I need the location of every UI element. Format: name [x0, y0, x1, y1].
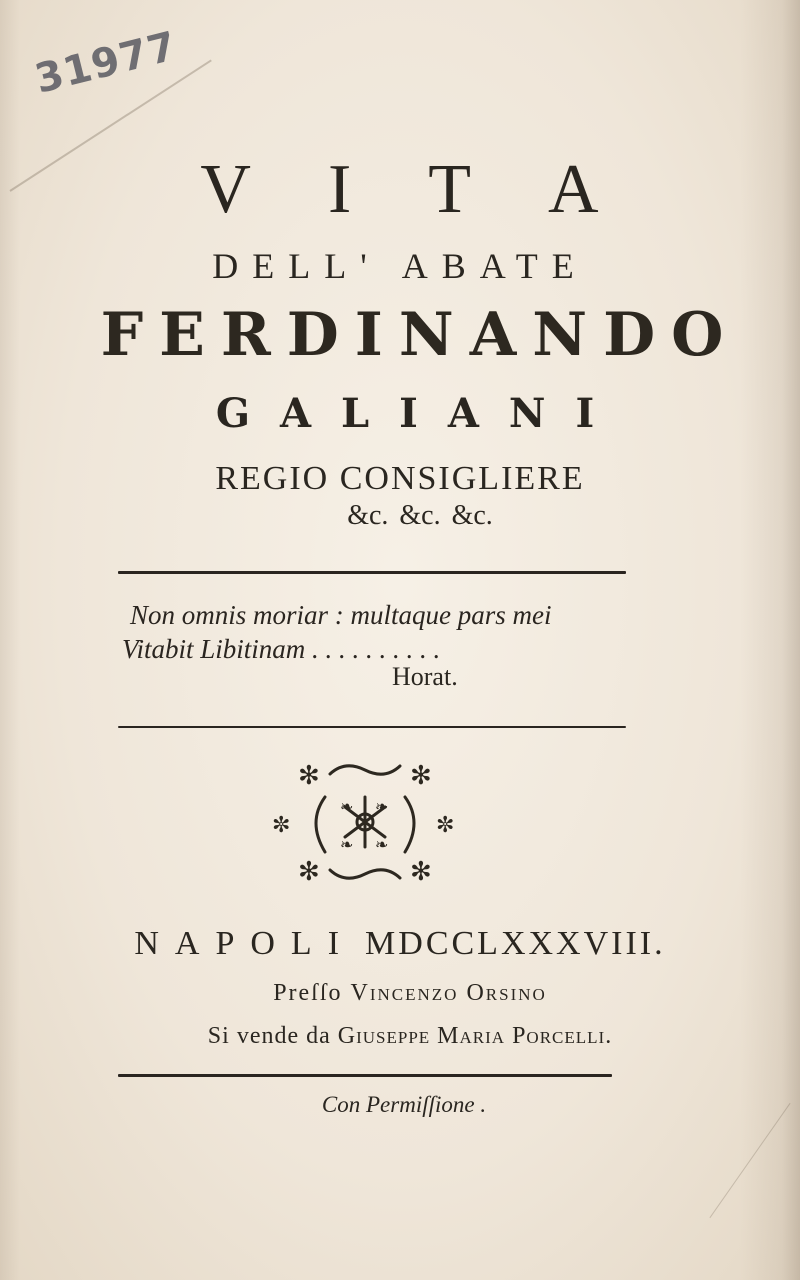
printers-ornament-icon — [270, 752, 460, 892]
divider-rule-upper — [118, 571, 626, 574]
imprint-place-date — [0, 925, 800, 963]
title-first-name: FERDINANDO — [100, 300, 740, 370]
divider-rule-middle — [118, 726, 626, 728]
handwritten-shelf-mark: 31977 — [30, 23, 182, 103]
title-etc: &c. &c. &c. — [347, 500, 493, 531]
svg-text:✼: ✼ — [272, 813, 291, 838]
svg-text:✻: ✻ — [410, 761, 432, 791]
svg-text:✻: ✻ — [298, 857, 320, 887]
imprint-city: NAPOLI — [134, 925, 356, 962]
title-vita-letter: I — [327, 151, 353, 228]
svg-text:✻: ✻ — [410, 857, 432, 887]
printer-name: Vincenzo Orsino — [350, 980, 547, 1006]
svg-text:❧: ❧ — [340, 835, 354, 854]
svg-text:❧: ❧ — [375, 835, 389, 854]
divider-rule-lower — [118, 1074, 612, 1077]
title-position: REGIO CONSIGLIERE — [215, 460, 585, 497]
seller-prefix: Si vende da — [207, 1023, 331, 1049]
epigraph-attribution: Horat. — [392, 662, 458, 691]
title-surname: GALIANI — [215, 390, 625, 437]
svg-text:❧: ❧ — [340, 797, 354, 816]
epigraph-line-2: Vitabit Libitinam . . . . . . . . . . — [122, 634, 441, 664]
title-vita-letter: V — [200, 151, 252, 228]
ornament-top-scroll — [330, 766, 400, 774]
ornament-left-bracket — [316, 797, 325, 852]
svg-text:✼: ✼ — [436, 813, 455, 838]
title-vita — [0, 150, 800, 230]
epigraph-line-1: Non omnis moriar : multaque pars mei — [130, 600, 552, 630]
svg-text:✻: ✻ — [298, 761, 320, 791]
seller-suffix: . — [605, 1023, 613, 1049]
imprint-seller-line — [0, 1023, 800, 1050]
svg-text:❧: ❧ — [375, 797, 389, 816]
seller-name: Giuseppe Maria Porcelli — [337, 1023, 606, 1049]
title-vita-letter: T — [428, 151, 473, 228]
imprint-year: MDCCLXXXVIII. — [365, 925, 666, 962]
ornament-bottom-scroll — [330, 870, 400, 878]
imprint-printer-line — [0, 980, 800, 1007]
title-vita-letter: A — [548, 151, 600, 228]
title-dell-abate: DELL' ABATE — [212, 246, 588, 286]
ornament-right-bracket — [405, 797, 414, 852]
printer-prefix: Preſſo — [273, 980, 343, 1006]
permission-note: Con Permiſſione . — [321, 1092, 487, 1117]
